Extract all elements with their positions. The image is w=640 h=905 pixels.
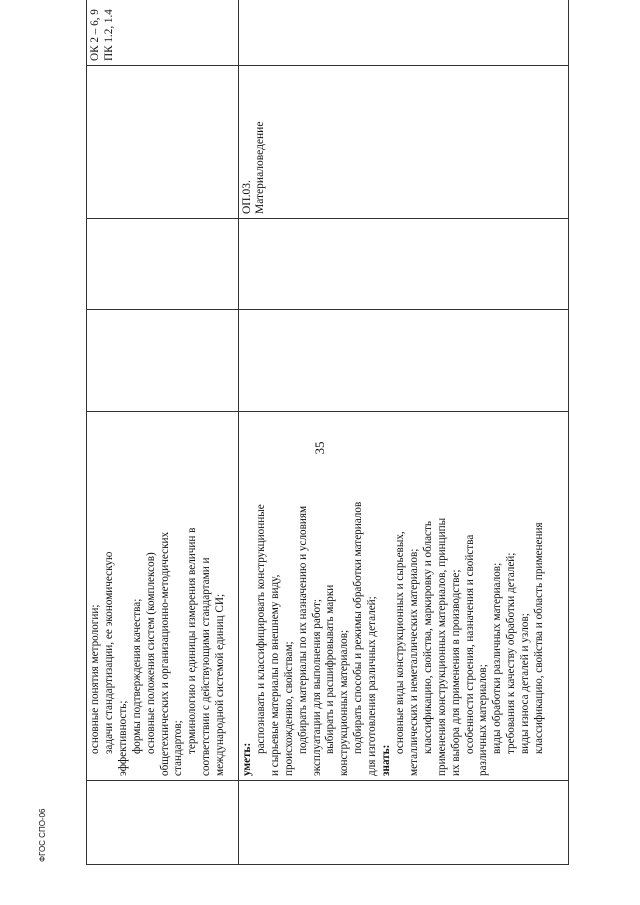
empty-cell	[239, 219, 569, 310]
text-line: международной системой единиц СИ;	[214, 593, 227, 776]
text-line: терминологию и единицы измерения величин в	[186, 527, 199, 754]
discipline-cell-top	[87, 66, 239, 219]
text-line: эксплуатации для выполнения работ;	[310, 599, 323, 776]
empty-cell	[87, 310, 239, 412]
text-line: выбирать и расшифровывать марки	[324, 584, 337, 754]
knowledge-cell-top	[87, 412, 239, 781]
znat-label: знать:	[380, 744, 393, 776]
znat-list	[394, 416, 547, 776]
umet-list	[255, 416, 380, 776]
text-line: задачи стандартизации, ее экономическую	[102, 551, 115, 754]
text-line: эффективность;	[116, 700, 129, 776]
discipline-cell: ОП.03. Материаловедение	[239, 66, 569, 219]
umet-label: уметь:	[241, 742, 253, 776]
text-line: классификацию, свойства, маркировку и область	[421, 520, 434, 754]
empty-cell	[239, 781, 569, 865]
text-line: особенности строения, назначения и свойства	[463, 534, 476, 754]
text-line: виды обработки различных материалов;	[491, 562, 504, 754]
text-line: формы подтверждения качества;	[130, 598, 143, 754]
empty-cell	[87, 781, 239, 865]
competencies-cell: ОК 2 – 6, 9 ПК 1.2, 1.4	[87, 0, 239, 66]
text-line: виды износа деталей и узлов;	[519, 613, 532, 754]
text-line: классификацию, свойства и область применения	[533, 522, 546, 754]
text-line: для изготовления различных деталей;	[366, 596, 379, 776]
text-line: основные понятия метрологии;	[89, 604, 101, 754]
skills-knowledge-cell	[239, 412, 569, 781]
table-row	[87, 0, 239, 865]
text-line: соответствии с действующими стандартами и	[200, 557, 213, 776]
footer-label: ФГОС СПО-06	[38, 808, 47, 862]
text-line: различных материалов;	[477, 664, 490, 776]
page-number: 35	[312, 441, 327, 455]
rotated-table-wrapper	[86, 9, 568, 865]
text-line: стандартов;	[172, 720, 185, 776]
text-line: основные положения систем (комплексов)	[144, 552, 157, 754]
text-line: происхождению, свойствам;	[282, 641, 295, 776]
text-line: основные виды конструкционных и сырьевых,	[393, 531, 406, 754]
text-line: требования к качеству обработки деталей;	[505, 552, 518, 754]
empty-cell	[87, 219, 239, 310]
empty-cell	[239, 310, 569, 412]
text-line: и сырьевые материалы по внешнему виду,	[268, 574, 281, 776]
curriculum-table	[86, 0, 569, 865]
text-line: подбирать материалы по их назначению и условиям	[296, 505, 309, 754]
text-line: их выбора для применения в производстве;	[449, 569, 462, 776]
text-line: применения конструкционных материалов, принципы	[435, 517, 448, 776]
empty-cell	[239, 0, 569, 66]
text-line: металлических и неметаллических материалов;	[407, 548, 420, 776]
text-line: подбирать способы и режимы обработки материалов	[352, 501, 365, 754]
text-line: конструкционных материалов;	[338, 629, 351, 776]
table-row	[239, 0, 569, 865]
text-line: распознавать и классифицировать конструкционные	[254, 504, 267, 754]
text-line: общетехнических и организационно-методических	[158, 531, 171, 776]
